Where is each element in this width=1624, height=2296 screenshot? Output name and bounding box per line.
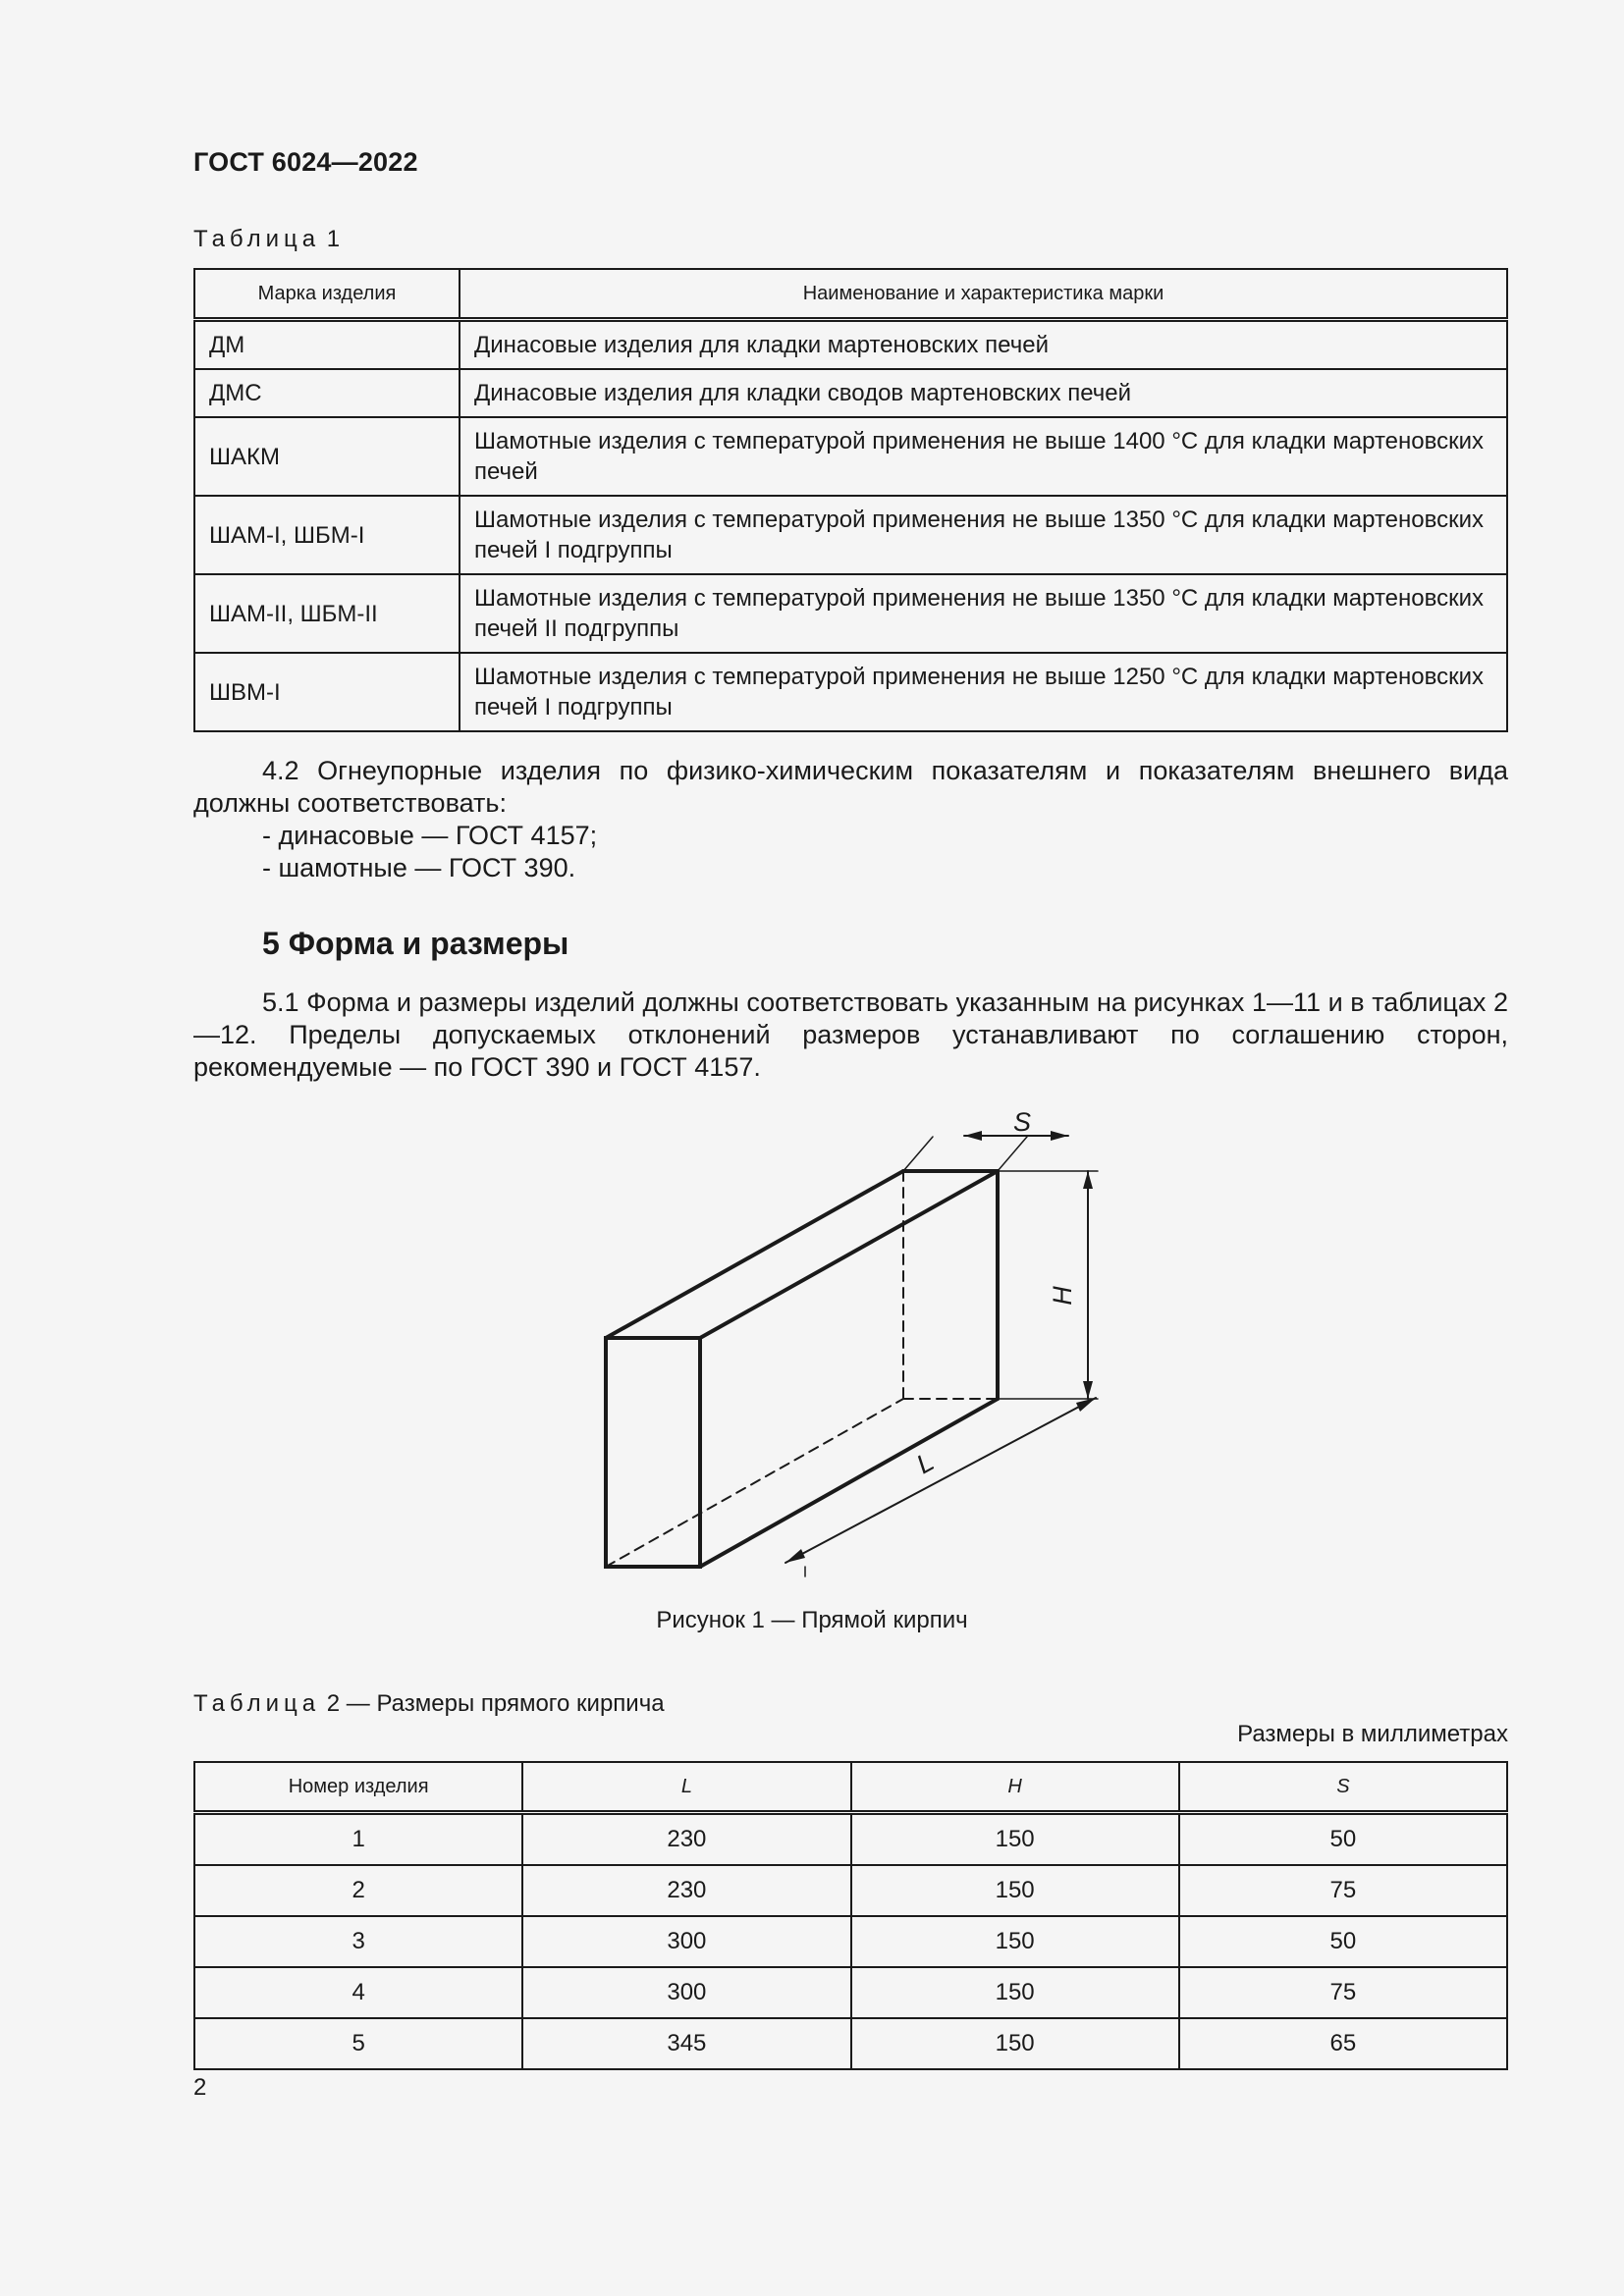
table-cell: 300 <box>522 1916 850 1967</box>
table-row <box>194 2018 1507 2069</box>
table-header-row <box>194 269 1507 320</box>
table-cell: 150 <box>851 1967 1179 2018</box>
table-cell: 50 <box>1179 1916 1507 1967</box>
page-number: 2 <box>193 2074 207 2101</box>
table-header-cell: S <box>1179 1762 1507 1813</box>
list-item: - динасовые — ГОСТ 4157; <box>262 821 598 850</box>
table-header-row <box>194 1762 1507 1813</box>
clause-4-2: 4.2 Огнеупорные изделия по физико-химическим показателям и показателям внешнего вида должны соответствовать: <box>193 756 1508 818</box>
table-cell: ШАКМ <box>194 417 460 496</box>
table-cell: 65 <box>1179 2018 1507 2069</box>
section-title: 5 Форма и размеры <box>262 926 569 961</box>
table-row <box>194 1813 1507 1866</box>
document-header: ГОСТ 6024—2022 <box>193 147 418 177</box>
table-header-cell: Номер изделия <box>194 1762 522 1813</box>
brick-figure <box>0 1099 1624 1600</box>
table-cell: 150 <box>851 2018 1179 2069</box>
table-row <box>194 1967 1507 2018</box>
table-row <box>194 574 1507 653</box>
brick-drawing <box>606 1131 1098 1576</box>
table-cell: 150 <box>851 1865 1179 1916</box>
table-cell: Динасовые изделия для кладки сводов мартеновских печей <box>460 369 1507 417</box>
table-cell: ДМС <box>194 369 460 417</box>
table-cell: 150 <box>851 1916 1179 1967</box>
table-cell: 300 <box>522 1967 850 2018</box>
table1-caption: Таблица 1 <box>193 226 341 252</box>
table-cell: 2 <box>194 1865 522 1916</box>
table1 <box>193 268 1508 732</box>
clause-5-1: 5.1 Форма и размеры изделий должны соответствовать указанным на рисунках 1—11 и в таблицах 2—12. Пределы допускаемых отклонений размеров устанавливают по соглашению сторон, рекомендуемые — по ГОСТ 390 и ГОСТ 4157. <box>193 988 1508 1082</box>
table-header-cell: Наименование и характеристика марки <box>460 269 1507 320</box>
dimension-label-h: H <box>1048 1286 1078 1306</box>
table2-caption: Таблица 2 — Размеры прямого кирпича <box>193 1690 665 1717</box>
table-header-cell: H <box>851 1762 1179 1813</box>
table-cell: Динасовые изделия для кладки мартеновских печей <box>460 320 1507 370</box>
table-cell: 3 <box>194 1916 522 1967</box>
table-header-cell: Марка изделия <box>194 269 460 320</box>
table-cell: 230 <box>522 1813 850 1866</box>
brick-front-face <box>606 1338 700 1567</box>
table-row <box>194 496 1507 574</box>
table-cell: 1 <box>194 1813 522 1866</box>
table-cell: Шамотные изделия с температурой применения не выше 1350 °С для кладки мартеновских печей II подгруппы <box>460 574 1507 653</box>
table-cell: 5 <box>194 2018 522 2069</box>
table-row <box>194 369 1507 417</box>
figure-caption: Рисунок 1 — Прямой кирпич <box>656 1607 968 1633</box>
units-note: Размеры в миллиметрах <box>1237 1721 1508 1747</box>
table-cell: 230 <box>522 1865 850 1916</box>
dimension-label-l: L <box>911 1446 940 1480</box>
table-row <box>194 1865 1507 1916</box>
table-cell: 50 <box>1179 1813 1507 1866</box>
table-cell: Шамотные изделия с температурой применения не выше 1350 °С для кладки мартеновских печей I подгруппы <box>460 496 1507 574</box>
table-row <box>194 653 1507 731</box>
table-header-cell: L <box>522 1762 850 1813</box>
table-cell: 345 <box>522 2018 850 2069</box>
list-item: - шамотные — ГОСТ 390. <box>262 853 576 882</box>
dimension-label-s: S <box>1013 1107 1032 1137</box>
table-cell: 4 <box>194 1967 522 2018</box>
table-cell: 150 <box>851 1813 1179 1866</box>
table-row <box>194 320 1507 370</box>
table-cell: Шамотные изделия с температурой применения не выше 1400 °С для кладки мартеновских печей <box>460 417 1507 496</box>
table2 <box>193 1761 1508 2070</box>
table-cell: ШАМ-I, ШБМ-I <box>194 496 460 574</box>
table-cell: Шамотные изделия с температурой применения не выше 1250 °С для кладки мартеновских печей I подгруппы <box>460 653 1507 731</box>
table-cell: 75 <box>1179 1865 1507 1916</box>
table-row <box>194 1916 1507 1967</box>
table-row <box>194 417 1507 496</box>
table-cell: ШАМ-II, ШБМ-II <box>194 574 460 653</box>
table-cell: ШВМ-I <box>194 653 460 731</box>
table-cell: 75 <box>1179 1967 1507 2018</box>
table-cell: ДМ <box>194 320 460 370</box>
